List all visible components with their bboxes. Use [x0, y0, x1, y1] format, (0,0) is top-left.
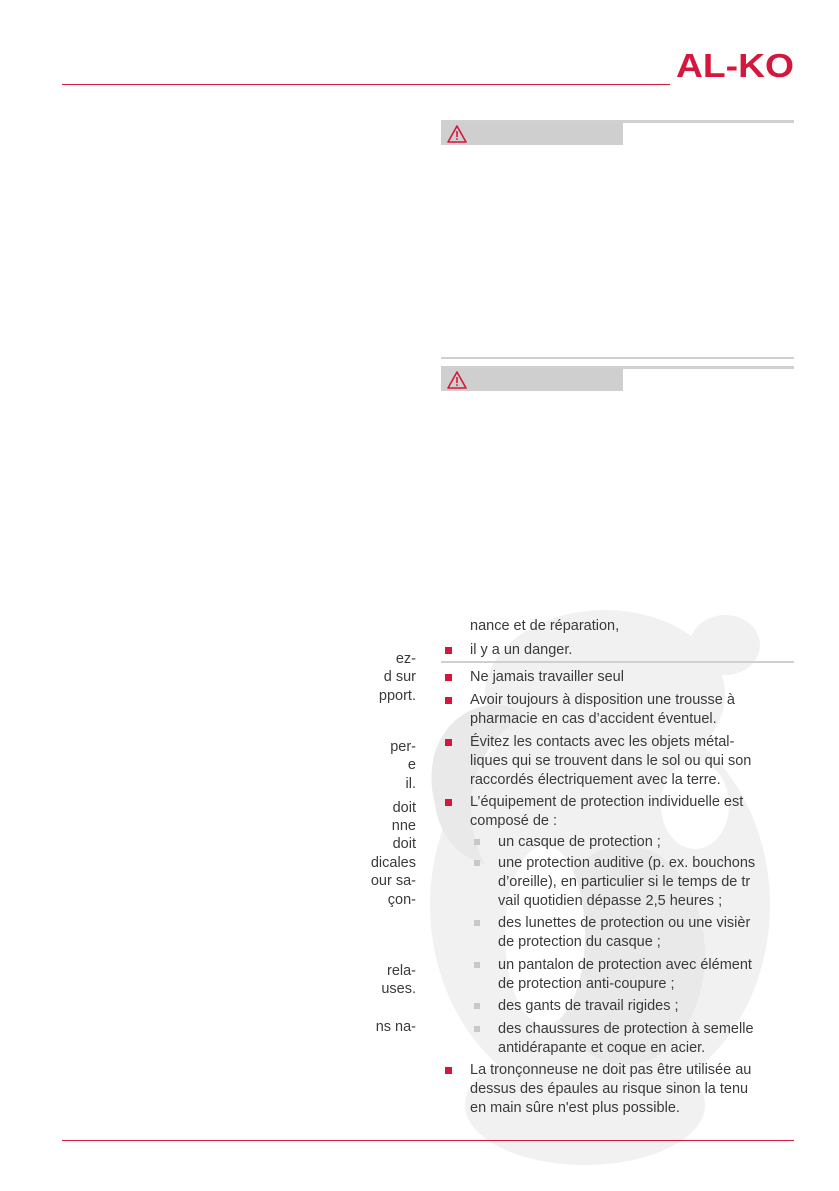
alko-logo [676, 48, 796, 82]
left-text-fragment: d sur [383, 669, 416, 685]
warning-header-2 [441, 366, 794, 391]
list-item-text: nance et de réparation, [470, 618, 620, 634]
list-item-text: L’équipement de protection individuelle est composé de : [470, 794, 744, 829]
red-square-bullet-icon [445, 647, 452, 654]
red-square-bullet-icon [445, 799, 452, 806]
left-text-fragment: dicales [370, 855, 416, 871]
grey-square-bullet-icon [474, 839, 480, 845]
left-text-fragment: per- [390, 739, 416, 755]
list-item-text: des chaussures de protection à semelle antidérapante et coque en acier. [498, 1021, 754, 1056]
list-item-text: une protection auditive (p. ex. bouchons d’oreille), en particulier si le temps de tr vail quotidien dépasse 2,5 heures ; [498, 855, 756, 909]
left-text-fragment: pport. [378, 688, 416, 704]
grey-square-bullet-icon [474, 860, 480, 866]
grey-square-bullet-icon [474, 1003, 480, 1009]
list-item-text: Avoir toujours à disposition une trousse à pharmacie en cas d’accident éventuel. [470, 692, 735, 727]
left-text-fragment: doit [392, 836, 416, 852]
warning-triangle-icon [447, 371, 467, 389]
grey-square-bullet-icon [474, 962, 480, 968]
list-item-text: La tronçonneuse ne doit pas être utilisée au dessus des épaules au risque sinon la tenu en main sûre n'est plus possible. [470, 1062, 752, 1116]
left-text-fragment: il. [405, 776, 416, 792]
footer-rule [62, 1140, 794, 1141]
list-item-text: Évitez les contacts avec les objets métal- liques qui se trouvent dans le sol ou qui son raccordés électriquement avec la terre. [470, 734, 752, 788]
list-item-text: Ne jamais travailler seul [470, 669, 624, 685]
header-rule [62, 84, 670, 85]
warning-header-1 [441, 120, 794, 145]
left-text-fragment: e [407, 757, 416, 773]
list-item-text: un pantalon de protection avec élément de protection anti-coupure ; [498, 957, 752, 992]
red-square-bullet-icon [445, 1067, 452, 1074]
red-square-bullet-icon [445, 697, 452, 704]
left-text-fragment: uses. [381, 981, 416, 997]
left-text-fragment: çon- [387, 892, 416, 908]
list-item-text: des gants de travail rigides ; [498, 998, 679, 1014]
grey-square-bullet-icon [474, 1026, 480, 1032]
red-square-bullet-icon [445, 739, 452, 746]
left-text-fragment: rela- [386, 963, 416, 979]
red-square-bullet-icon [445, 674, 452, 681]
list-item-text: des lunettes de protection ou une visièr de protection du casque ; [498, 915, 751, 950]
section-divider [441, 357, 794, 359]
grey-square-bullet-icon [474, 920, 480, 926]
left-text-fragment: nne [391, 818, 416, 834]
svg-text:AL-KO: AL-KO [676, 48, 794, 82]
section-divider [441, 661, 794, 663]
warning-triangle-icon [447, 125, 467, 143]
left-text-fragment: doit [392, 800, 416, 816]
left-text-fragment: our sa- [370, 873, 416, 889]
list-item-text: il y a un danger. [470, 642, 573, 658]
left-text-fragment: ns na- [375, 1019, 416, 1035]
list-item-text: un casque de protection ; [498, 834, 661, 850]
left-text-fragment: ez- [395, 651, 416, 667]
